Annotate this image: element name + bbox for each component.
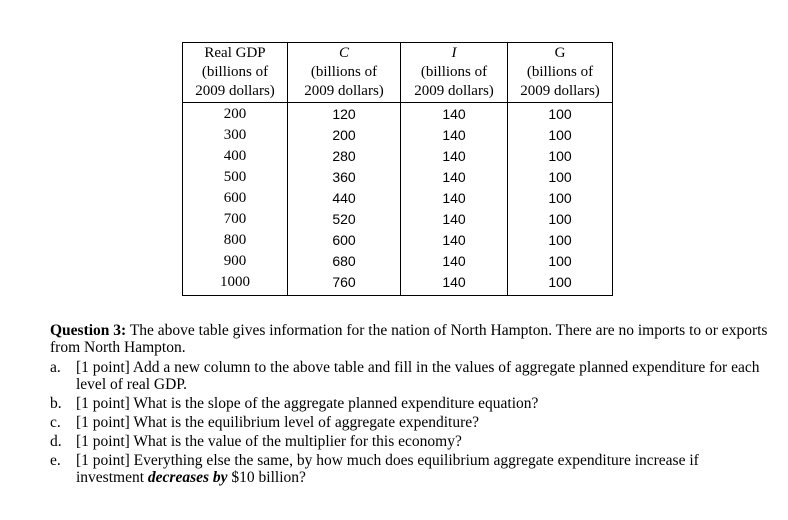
expenditure-table: [182, 42, 613, 296]
table-row: [183, 272, 613, 296]
table-cell: 100: [508, 230, 613, 251]
table-cell: 100: [508, 167, 613, 188]
header-unit: 2009 dollars): [414, 83, 494, 99]
table-cell: 140: [401, 188, 508, 209]
table-row: [183, 146, 613, 167]
table-row: [183, 209, 613, 230]
table-row: [183, 230, 613, 251]
table-header-row: [183, 43, 613, 103]
table-cell: 400: [183, 146, 288, 167]
table-cell: 700: [183, 209, 288, 230]
table-row: [183, 125, 613, 146]
table-cell: 600: [288, 230, 401, 251]
part-text: [1 point] Add a new column to the above table and fill in the values of aggregate planned expenditure for each level of real GDP.: [76, 359, 760, 393]
question-part: [50, 359, 770, 393]
part-text: [1 point] What is the equilibrium level of aggregate expenditure?: [76, 414, 480, 431]
table-cell: 360: [288, 167, 401, 188]
part-text: [1 point] What is the value of the multiplier for this economy?: [76, 433, 462, 450]
table-cell: 200: [183, 103, 288, 126]
table-cell: 760: [288, 272, 401, 296]
table-cell: 140: [401, 251, 508, 272]
table-cell: 140: [401, 272, 508, 296]
header-name: I: [451, 45, 457, 61]
table-cell: 140: [401, 230, 508, 251]
part-text: [1 point] Everything else the same, by how much does equilibrium aggregate expenditure increase if investment: [76, 452, 699, 486]
header-unit: (billions of: [526, 64, 594, 80]
part-marker: a.: [50, 359, 61, 376]
header-unit: (billions of: [310, 64, 378, 80]
table-cell: 100: [508, 272, 613, 296]
table-cell: 520: [288, 209, 401, 230]
table-cell: 800: [183, 230, 288, 251]
header-name: C: [338, 45, 349, 61]
table-cell: 1000: [183, 272, 288, 296]
table-cell: 500: [183, 167, 288, 188]
part-marker: c.: [50, 414, 61, 431]
part-marker: b.: [50, 395, 62, 412]
question-part: [50, 433, 770, 450]
question-block: [50, 322, 770, 488]
table-cell: 140: [401, 209, 508, 230]
table-cell: 120: [288, 103, 401, 126]
part-marker: d.: [50, 433, 62, 450]
table-cell: 280: [288, 146, 401, 167]
table-cell: 100: [508, 146, 613, 167]
header-unit: 2009 dollars): [304, 83, 384, 99]
header-unit: (billions of: [201, 64, 269, 80]
question-intro: [50, 322, 770, 356]
table-row: [183, 103, 613, 126]
table-row: [183, 188, 613, 209]
table-cell: 300: [183, 125, 288, 146]
table-cell: 680: [288, 251, 401, 272]
header-name: Real GDP: [204, 45, 266, 61]
table-row: [183, 167, 613, 188]
part-text: [1 point] What is the slope of the aggregate planned expenditure equation?: [76, 395, 539, 412]
header-name: G: [554, 45, 566, 61]
part-emphasis: decreases by: [147, 469, 228, 486]
table-cell: 600: [183, 188, 288, 209]
table-cell: 140: [401, 146, 508, 167]
question-label: Question 3:: [50, 322, 127, 339]
table-cell: 100: [508, 103, 613, 126]
question-intro-text: The above table gives information for the nation of North Hampton. There are no imports to or exports from North Hampton.: [50, 322, 768, 356]
header-unit: 2009 dollars): [195, 83, 275, 99]
table-cell: 140: [401, 103, 508, 126]
table-cell: 100: [508, 209, 613, 230]
question-part: [50, 452, 770, 486]
header-unit: 2009 dollars): [520, 83, 600, 99]
question-part: [50, 395, 770, 412]
table-cell: 200: [288, 125, 401, 146]
table-cell: 440: [288, 188, 401, 209]
header-unit: (billions of: [420, 64, 488, 80]
table-cell: 100: [508, 188, 613, 209]
table-cell: 100: [508, 251, 613, 272]
question-part: [50, 414, 770, 431]
question-parts: [50, 359, 770, 486]
table-row: [183, 251, 613, 272]
header-cell-c: [288, 43, 401, 103]
part-text: $10 billion?: [227, 469, 306, 486]
table-cell: 100: [508, 125, 613, 146]
table-cell: 900: [183, 251, 288, 272]
header-cell-real-gdp: [183, 43, 288, 103]
table-body: [183, 103, 613, 296]
header-cell-g: [508, 43, 613, 103]
header-cell-i: [401, 43, 508, 103]
table-cell: 140: [401, 167, 508, 188]
part-marker: e.: [50, 452, 61, 469]
table-cell: 140: [401, 125, 508, 146]
